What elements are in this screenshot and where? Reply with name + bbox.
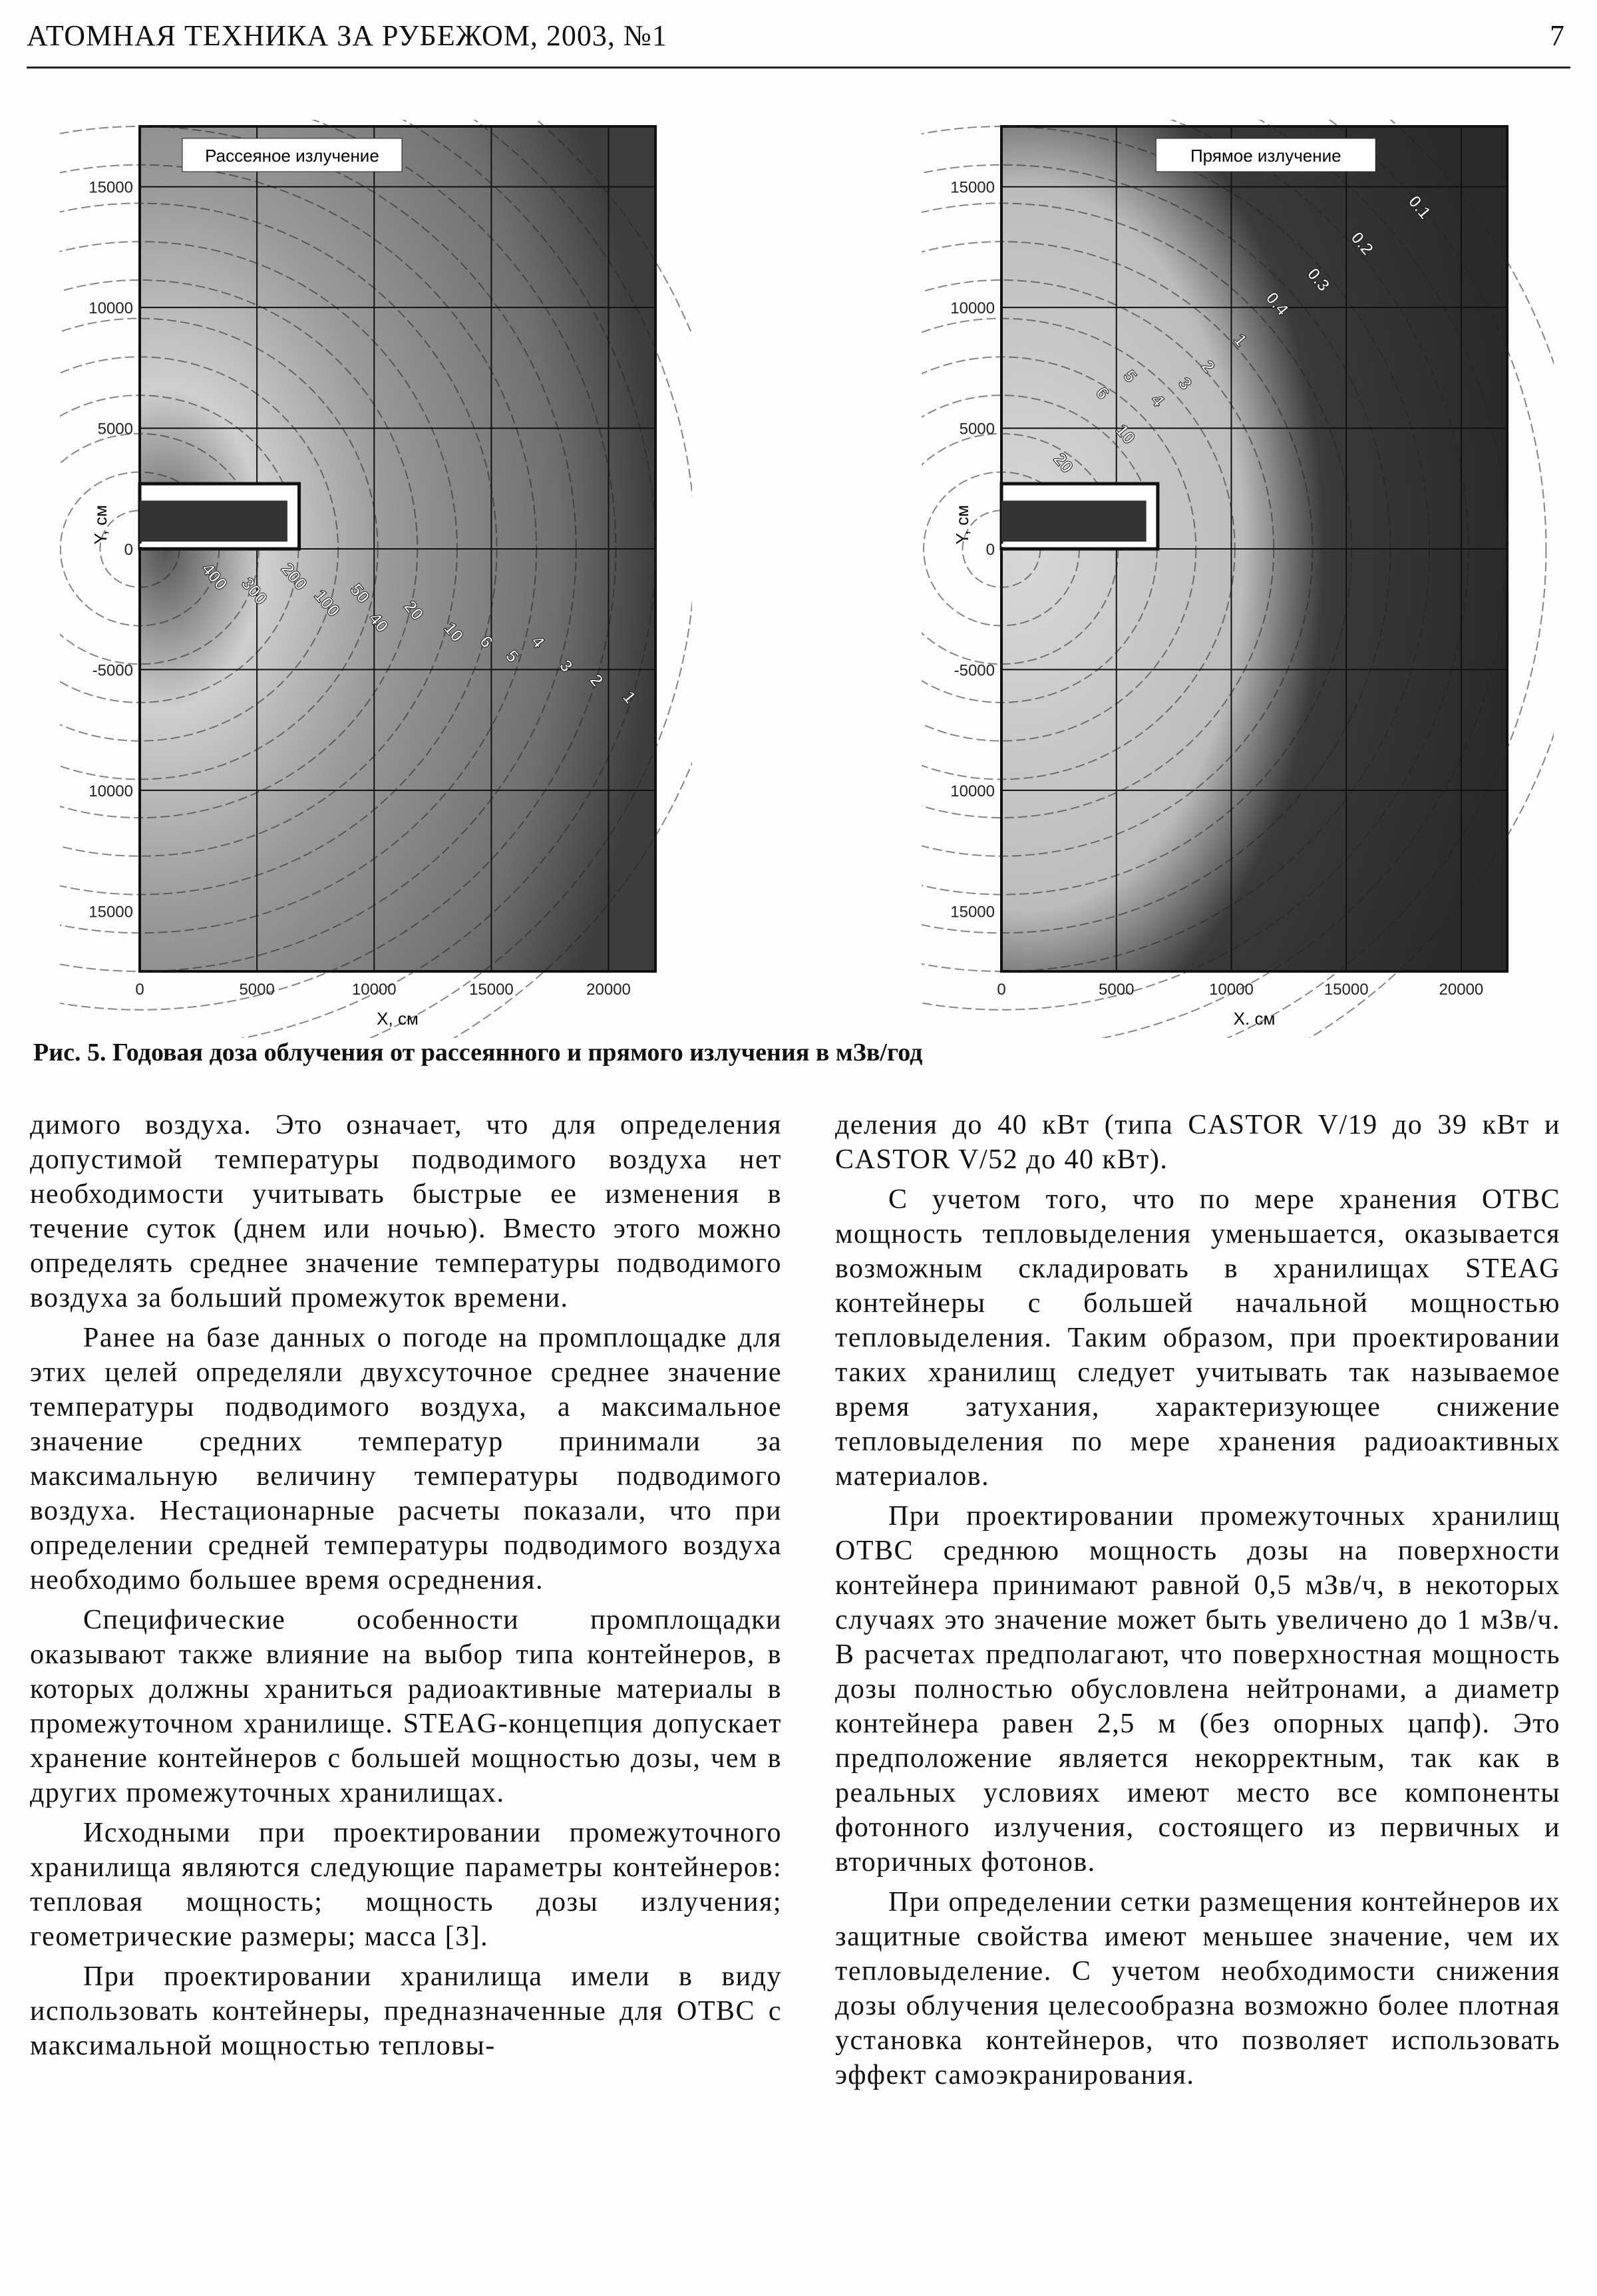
contour-label: 10 [440, 618, 468, 646]
y-tick-label: 0 [124, 541, 133, 559]
contour-label: 20 [1049, 449, 1078, 477]
y-tick-label: 5000 [97, 420, 133, 438]
direct-radiation-plot [922, 120, 1554, 1038]
paragraph: При определении сетки размещения контейнеров их защитные свойства имеют меньшее значение, чем их тепловыделение. С учетом необходимости снижения дозы облучения целесообразна возможно более плотная установка контейнеров, что позволяет использовать эффект самоэкранирования. [835, 1887, 1560, 2090]
y-axis-label: Y, см [952, 505, 972, 545]
y-tick-label: 10000 [950, 782, 995, 800]
y-tick-label: 15000 [950, 178, 995, 197]
y-tick-label: 15000 [950, 903, 995, 921]
contour-label: 3 [1174, 373, 1196, 394]
x-tick-label: 20000 [1439, 981, 1484, 999]
y-tick-label: 10000 [950, 299, 995, 318]
contour-label: 6 [476, 631, 498, 652]
y-tick-label: 15000 [89, 903, 133, 921]
x-axis-label: X, см [377, 1009, 419, 1029]
x-tick-label: 5000 [1099, 981, 1135, 999]
y-axis-label: Y, см [90, 505, 110, 545]
y-tick-label: 15000 [89, 178, 133, 197]
contour-label: 0.2 [1347, 228, 1378, 259]
contour-label: 10 [1111, 420, 1140, 448]
contour-label: 0.1 [1404, 191, 1435, 223]
contour-label: 1 [618, 687, 641, 707]
paragraph: Специфические особенности промплощадки оказывают также влияние на выбор типа контейнеров, в которых должны храниться радиоактивные материалы в промежуточном хранилище. STEAG-концепция допускает хранение контейнеров с большей мощностью дозы, чем в других промежуточных хранилищах. [30, 1605, 782, 1808]
contour-label: 1 [1230, 329, 1252, 350]
contour-label: 300 [238, 573, 271, 609]
text-column-left [30, 1108, 782, 2068]
page-number: 7 [1550, 19, 1565, 52]
contour-label: 3 [555, 655, 578, 676]
x-tick-label: 15000 [469, 981, 514, 999]
text-column-right [835, 1108, 1560, 2098]
contour-label: 0.4 [1262, 287, 1293, 319]
contour-label: 5 [1119, 366, 1141, 387]
paragraph: С учетом того, что по мере хранения ОТВС мощность тепловыделения уменьшается, оказывается возможным складировать в хранилищах STEAG контейнеры с большей начальной мощностью тепловыделения. Таким образом, при проектировании таких хранилищ следует учитывать так называемое время затухания, характеризующее снижение тепловыделения по мере хранения радиоактивных материалов. [835, 1184, 1560, 1492]
contour-plot-left [60, 120, 692, 1038]
x-tick-label: 20000 [586, 981, 631, 999]
paragraph: При проектировании хранилища имели в виду использовать контейнеры, предназначенные для ОТВС с максимальной мощностью тепловы- [30, 1961, 782, 2061]
contour-label: 200 [277, 559, 311, 594]
contour-label: 4 [1147, 390, 1169, 410]
contour-label: 4 [527, 631, 549, 652]
contour-label: 2 [1197, 356, 1220, 377]
y-tick-label: 5000 [959, 420, 995, 438]
plot-title: Прямое излучение [1190, 146, 1341, 166]
contour-label: 2 [586, 670, 608, 691]
y-tick-label: 10000 [89, 782, 133, 800]
contour-label: 40 [365, 608, 393, 637]
paragraph: димого воздуха. Это означает, что для определения допустимой температуры подводимого воздуха нет необходимости учитывать быстрые ее изменения в течение суток (днем или ночью). Вместо этого можно определять среднее значение температуры подводимого воздуха за больший промежуток времени. [30, 1110, 782, 1313]
y-tick-label: -5000 [954, 661, 995, 680]
paragraph: При проектировании промежуточных хранилищ ОТВС среднюю мощность дозы на поверхности контейнера принимают равной 0,5 мЗв/ч, в некоторых случаях это значение может быть увеличено до 1 мЗв/ч. В расчетах предполагают, что поверхностная мощность дозы полностью обусловлена нейтронами, а диаметр контейнера равен 2,5 м (без опорных цапф). Это предположение является некорректным, так как в реальных условиях имеют место все компоненты фотонного излучения, состоящего из первичных и вторичных фотонов. [835, 1501, 1560, 1878]
paragraph: деления до 40 кВт (типа CASTOR V/19 до 39 кВт и CASTOR V/52 до 40 кВт). [835, 1110, 1560, 1175]
paragraph: Исходными при проектировании промежуточного хранилища являются следующие параметры контейнеров: тепловая мощность; мощность дозы излучения; геометрические размеры; масса [3]. [30, 1818, 782, 1952]
x-axis-label: X. см [1233, 1009, 1276, 1029]
x-tick-label: 10000 [351, 981, 397, 999]
contour-plot-right [922, 120, 1554, 1038]
scattered-radiation-plot [60, 120, 692, 1038]
paragraph: Ранее на базе данных о погоде на промплощадке для этих целей определяли двухсуточное среднее значение температуры подводимого воздуха, а максимальное значение средних температур принимали за максимальную величину температуры подводимого воздуха. Нестационарные расчеты показали, что при определении средней температуры подводимого воздуха необходимо большее время осреднения. [30, 1323, 782, 1595]
contour-label: 400 [198, 559, 232, 594]
contour-label: 6 [1091, 383, 1114, 403]
contour-label: 0.3 [1303, 263, 1334, 295]
x-tick-label: 0 [135, 981, 144, 999]
container-rows [1001, 500, 1147, 542]
contour-label: 5 [501, 645, 524, 667]
x-tick-label: 10000 [1209, 981, 1254, 999]
x-tick-label: 15000 [1324, 981, 1369, 999]
y-tick-label: 10000 [89, 299, 133, 318]
plot-title: Рассеяное излучение [205, 146, 379, 166]
journal-header: АТОМНАЯ ТЕХНИКА ЗА РУБЕЖОМ, 2003, №1 [27, 19, 667, 52]
header-rule [27, 67, 1570, 69]
y-tick-label: -5000 [92, 661, 133, 680]
contour-label: 100 [310, 585, 345, 621]
x-tick-label: 5000 [239, 981, 275, 999]
y-tick-label: 0 [985, 541, 995, 559]
container-rows [140, 500, 287, 542]
contour-label: 20 [400, 596, 428, 624]
figure-caption: Рис. 5. Годовая доза облучения от рассеянного и прямого излучения в мЗв/год [33, 1039, 923, 1066]
x-tick-label: 0 [997, 981, 1006, 999]
contour-label: 50 [346, 579, 374, 607]
